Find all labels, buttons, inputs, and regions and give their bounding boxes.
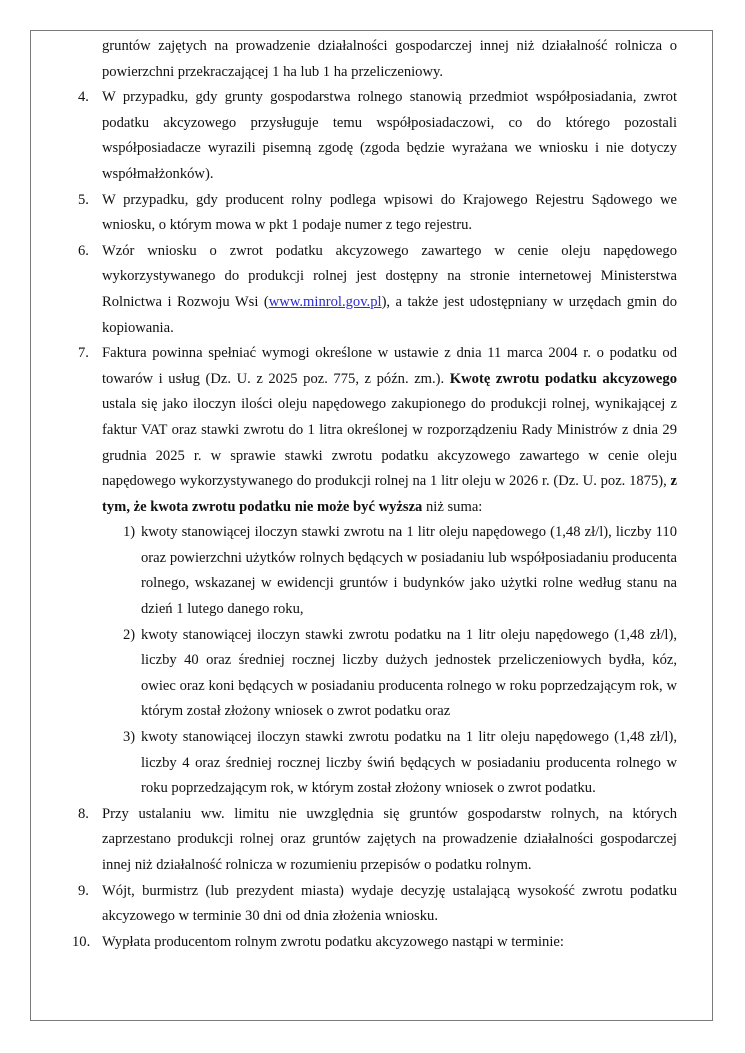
list-item-5 [72, 188, 677, 239]
item-number: 6. [78, 242, 89, 259]
sub-item-1 [72, 520, 677, 622]
item-number: 5. [78, 191, 89, 208]
item-number: 7. [78, 345, 89, 362]
item-text: W przypadku, gdy grunty gospodarstwa rolnego stanowią przedmiot współposiadania, zwrot podatku akcyzowego przysługuje temu współposiadaczowi, co do którego pozostali współposiadacze wyrazili pisemną zgodę (zgoda będzie wyrażana we wniosku i nie dotyczy współmałżonków). [102, 89, 677, 182]
list-item-7 [72, 341, 677, 520]
item-text-b: ustala się jako iloczyn ilości oleju napędowego zakupionego do produkcji rolnej, wynikającej z faktur VAT oraz stawki zwrotu do 1 litra określonej w rozporządzeniu Rady Ministrów z dnia 29 grudnia 2025 r. w sprawie stawki zwrotu podatku akcyzowego zawartego w cenie oleju napędowego wykorzystywanego do produkcji rolnej na 1 litr oleju w 2026 r. (Dz. U. poz. 1875), [102, 396, 677, 490]
list-item-10 [72, 930, 677, 956]
ministry-website-link[interactable]: www.minrol.gov.pl [268, 293, 382, 310]
item-text: Wójt, burmistrz (lub prezydent miasta) wydaje decyzję ustalającą wysokość zwrotu podatku akcyzowego w terminie 30 dni od dnia złożenia wniosku. [102, 882, 677, 925]
sub-item-number: 3) [123, 729, 136, 746]
item-text-after: ), a także jest udostępniany w urzędach gmin do kopiowania. [102, 293, 677, 336]
sub-item-text: kwoty stanowiącej iloczyn stawki zwrotu podatku na 1 litr oleju napędowego (1,48 zł/l), liczby 4 oraz średniej rocznej liczby świń będących w posiadaniu producenta rolnego w roku poprzedzającym rok, w którym został złożony wniosek o zwrot podatku. [141, 729, 677, 797]
sub-item-text: kwoty stanowiącej iloczyn stawki zwrotu podatku na 1 litr oleju napędowego (1,48 zł/l), liczby 40 oraz średniej rocznej liczby dużych jednostek przeliczeniowych bydła, kóz, owiec oraz koni będących w posiadaniu producenta rolnego w roku poprzedzającym rok, w którym został złożony wniosek o zwrot podatku oraz [141, 626, 677, 720]
sub-item-2 [72, 623, 677, 725]
item-text: Wypłata producentom rolnym zwrotu podatku akcyzowego nastąpi w terminie: [102, 933, 564, 950]
list-item-9 [72, 879, 677, 930]
sub-item-3 [72, 725, 677, 802]
item-text: Przy ustalaniu ww. limitu nie uwzględnia się gruntów gospodarstw rolnych, na których zaprzestano produkcji rolnej oraz gruntów zajętych na prowadzenie działalności gospodarczej innej niż działalność rolnicza w rozumieniu przepisów o podatku rolnym. [102, 805, 677, 873]
item-number: 4. [78, 89, 89, 106]
list-item-8 [72, 802, 677, 879]
item-text-before: Wzór wniosku o zwrot podatku akcyzowego zawartego w cenie oleju napędowego wykorzystywanego do produkcji rolnej jest dostępny na stronie internetowej Ministerstwa Rolnictwa i Rozwoju Wsi ( [102, 242, 677, 310]
item-text-a: Faktura powinna spełniać wymogi określone w ustawie z dnia 11 marca 2004 r. o podatku od towarów i usług (Dz. U. z 2025 poz. 775, z późn. zm.). [102, 345, 677, 387]
item-text-c: niż suma: [422, 498, 483, 515]
item-number: 8. [78, 805, 89, 822]
document-body [72, 34, 677, 955]
list-item-4 [72, 85, 677, 187]
continuation-paragraph: gruntów zajętych na prowadzenie działalności gospodarczej innej niż działalność rolnicza o powierzchni przekraczającej 1 ha lub 1 ha przeliczeniowy. [102, 38, 677, 80]
sub-item-number: 2) [123, 626, 136, 643]
item-number: 10. [72, 933, 91, 950]
sub-item-number: 1) [123, 524, 136, 541]
bold-refund-amount: Kwotę zwrotu podatku akcyzowego [449, 370, 678, 387]
list-item-6 [72, 239, 677, 341]
item-number: 9. [78, 882, 89, 899]
sub-item-text: kwoty stanowiącej iloczyn stawki zwrotu na 1 litr oleju napędowego (1,48 zł/l), liczby 110 oraz powierzchni użytków rolnych będących w posiadaniu lub współposiadaniu producenta rolnego, wskazanej w ewidencji gruntów i budynków jako użytki rolne według stanu na dzień 1 lutego danego roku, [141, 524, 677, 618]
item-text: W przypadku, gdy producent rolny podlega wpisowi do Krajowego Rejestru Sądowego we wniosku, o którym mowa w pkt 1 podaje numer z tego rejestru. [102, 191, 677, 234]
bold-limit-clause: z tym, że kwota zwrotu podatku nie może być wyższa [102, 473, 677, 515]
